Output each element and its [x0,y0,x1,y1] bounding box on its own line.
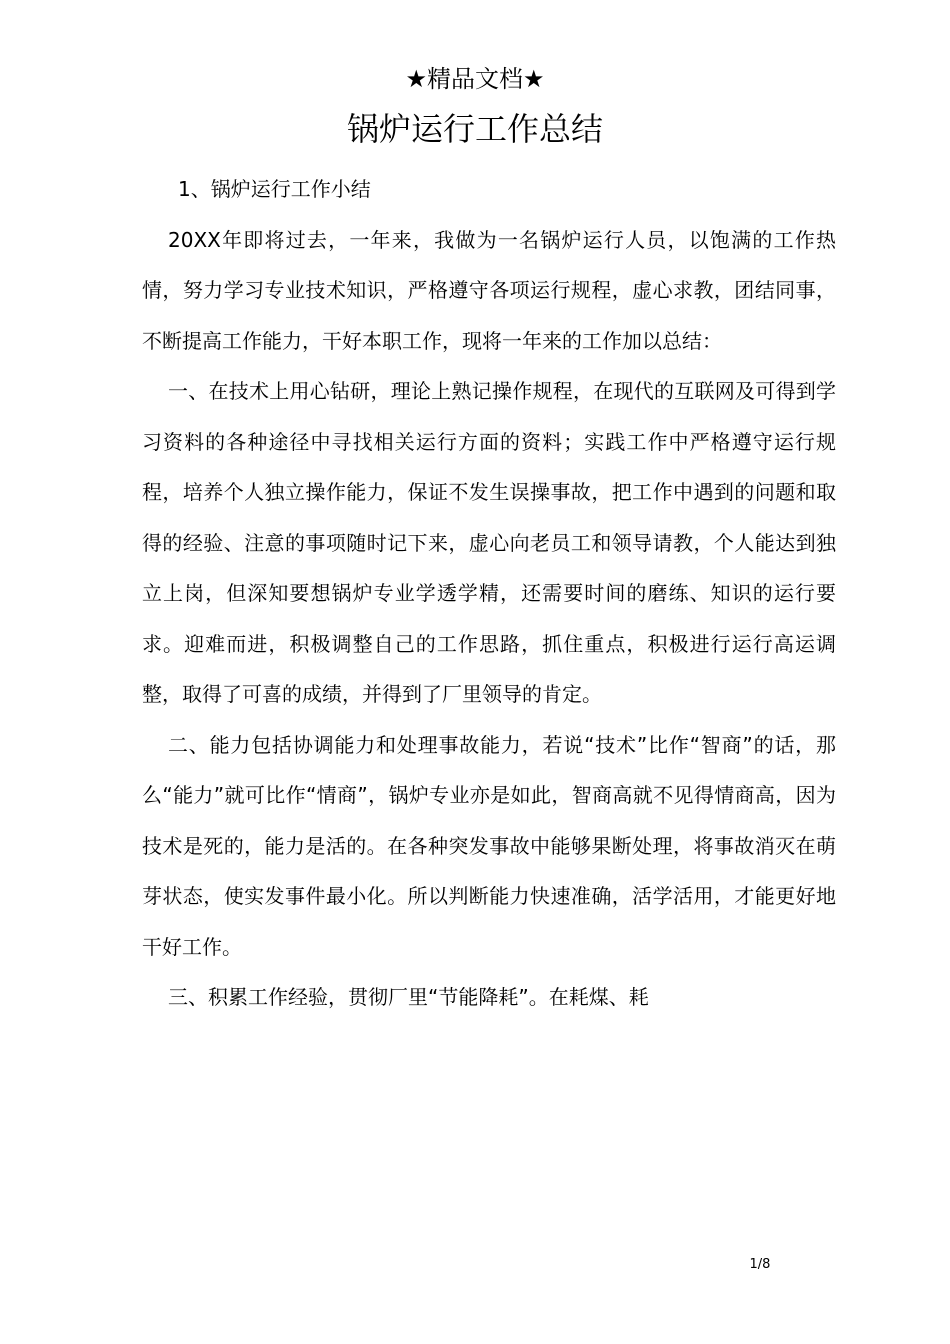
paragraph-intro: 20XX年即将过去，一年来，我做为一名锅炉运行人员，以饱满的工作热情，努力学习专业技术知识，严格遵守各项运行规程，虚心求教，团结同事，不断提高工作能力，干好本职工作，现将一年来的工作加以总结： [142,227,836,353]
paragraph-technical: 一、在技术上用心钻研，理论上熟记操作规程，在现代的互联网及可得到学习资料的各种途径中寻找相关运行方面的资料；实践工作中严格遵守运行规程，培养个人独立操作能力，保证不发生误操事故，把工作中遇到的问题和取得的经验、注意的事项随时记下来，虚心向老员工和领导请教，个人能达到独立上岗，但深知要想锅炉专业学透学精，还需要时间的磨练、知识的运行要求。迎难而进，积极调整自己的工作思路，抓住重点，积极进行运行高运调整，取得了可喜的成绩，并得到了厂里领导的肯定。 [142,379,836,706]
section-heading: 1、锅炉运行工作小结 [178,177,371,201]
paragraph-experience: 三、积累工作经验，贯彻厂里“节能降耗”。在耗煤、耗 [168,985,649,1009]
document-header-mark: ★精品文档★ [405,65,545,93]
paragraph-ability: 二、能力包括协调能力和处理事故能力，若说“技术”比作“智商”的话，那么“能力”就可比作“情商”，锅炉专业亦是如此，智商高就不见得情商高，因为技术是死的，能力是活的。在各种突发事故中能够果断处理，将事故消灭在萌芽状态，使实发事件最小化。所以判断能力快速准确，活学活用，才能更好地干好工作。 [142,732,836,959]
document-title: 锅炉运行工作总结 [346,110,603,148]
page-number: 1/8 [749,1257,771,1272]
document-body [142,164,836,1023]
